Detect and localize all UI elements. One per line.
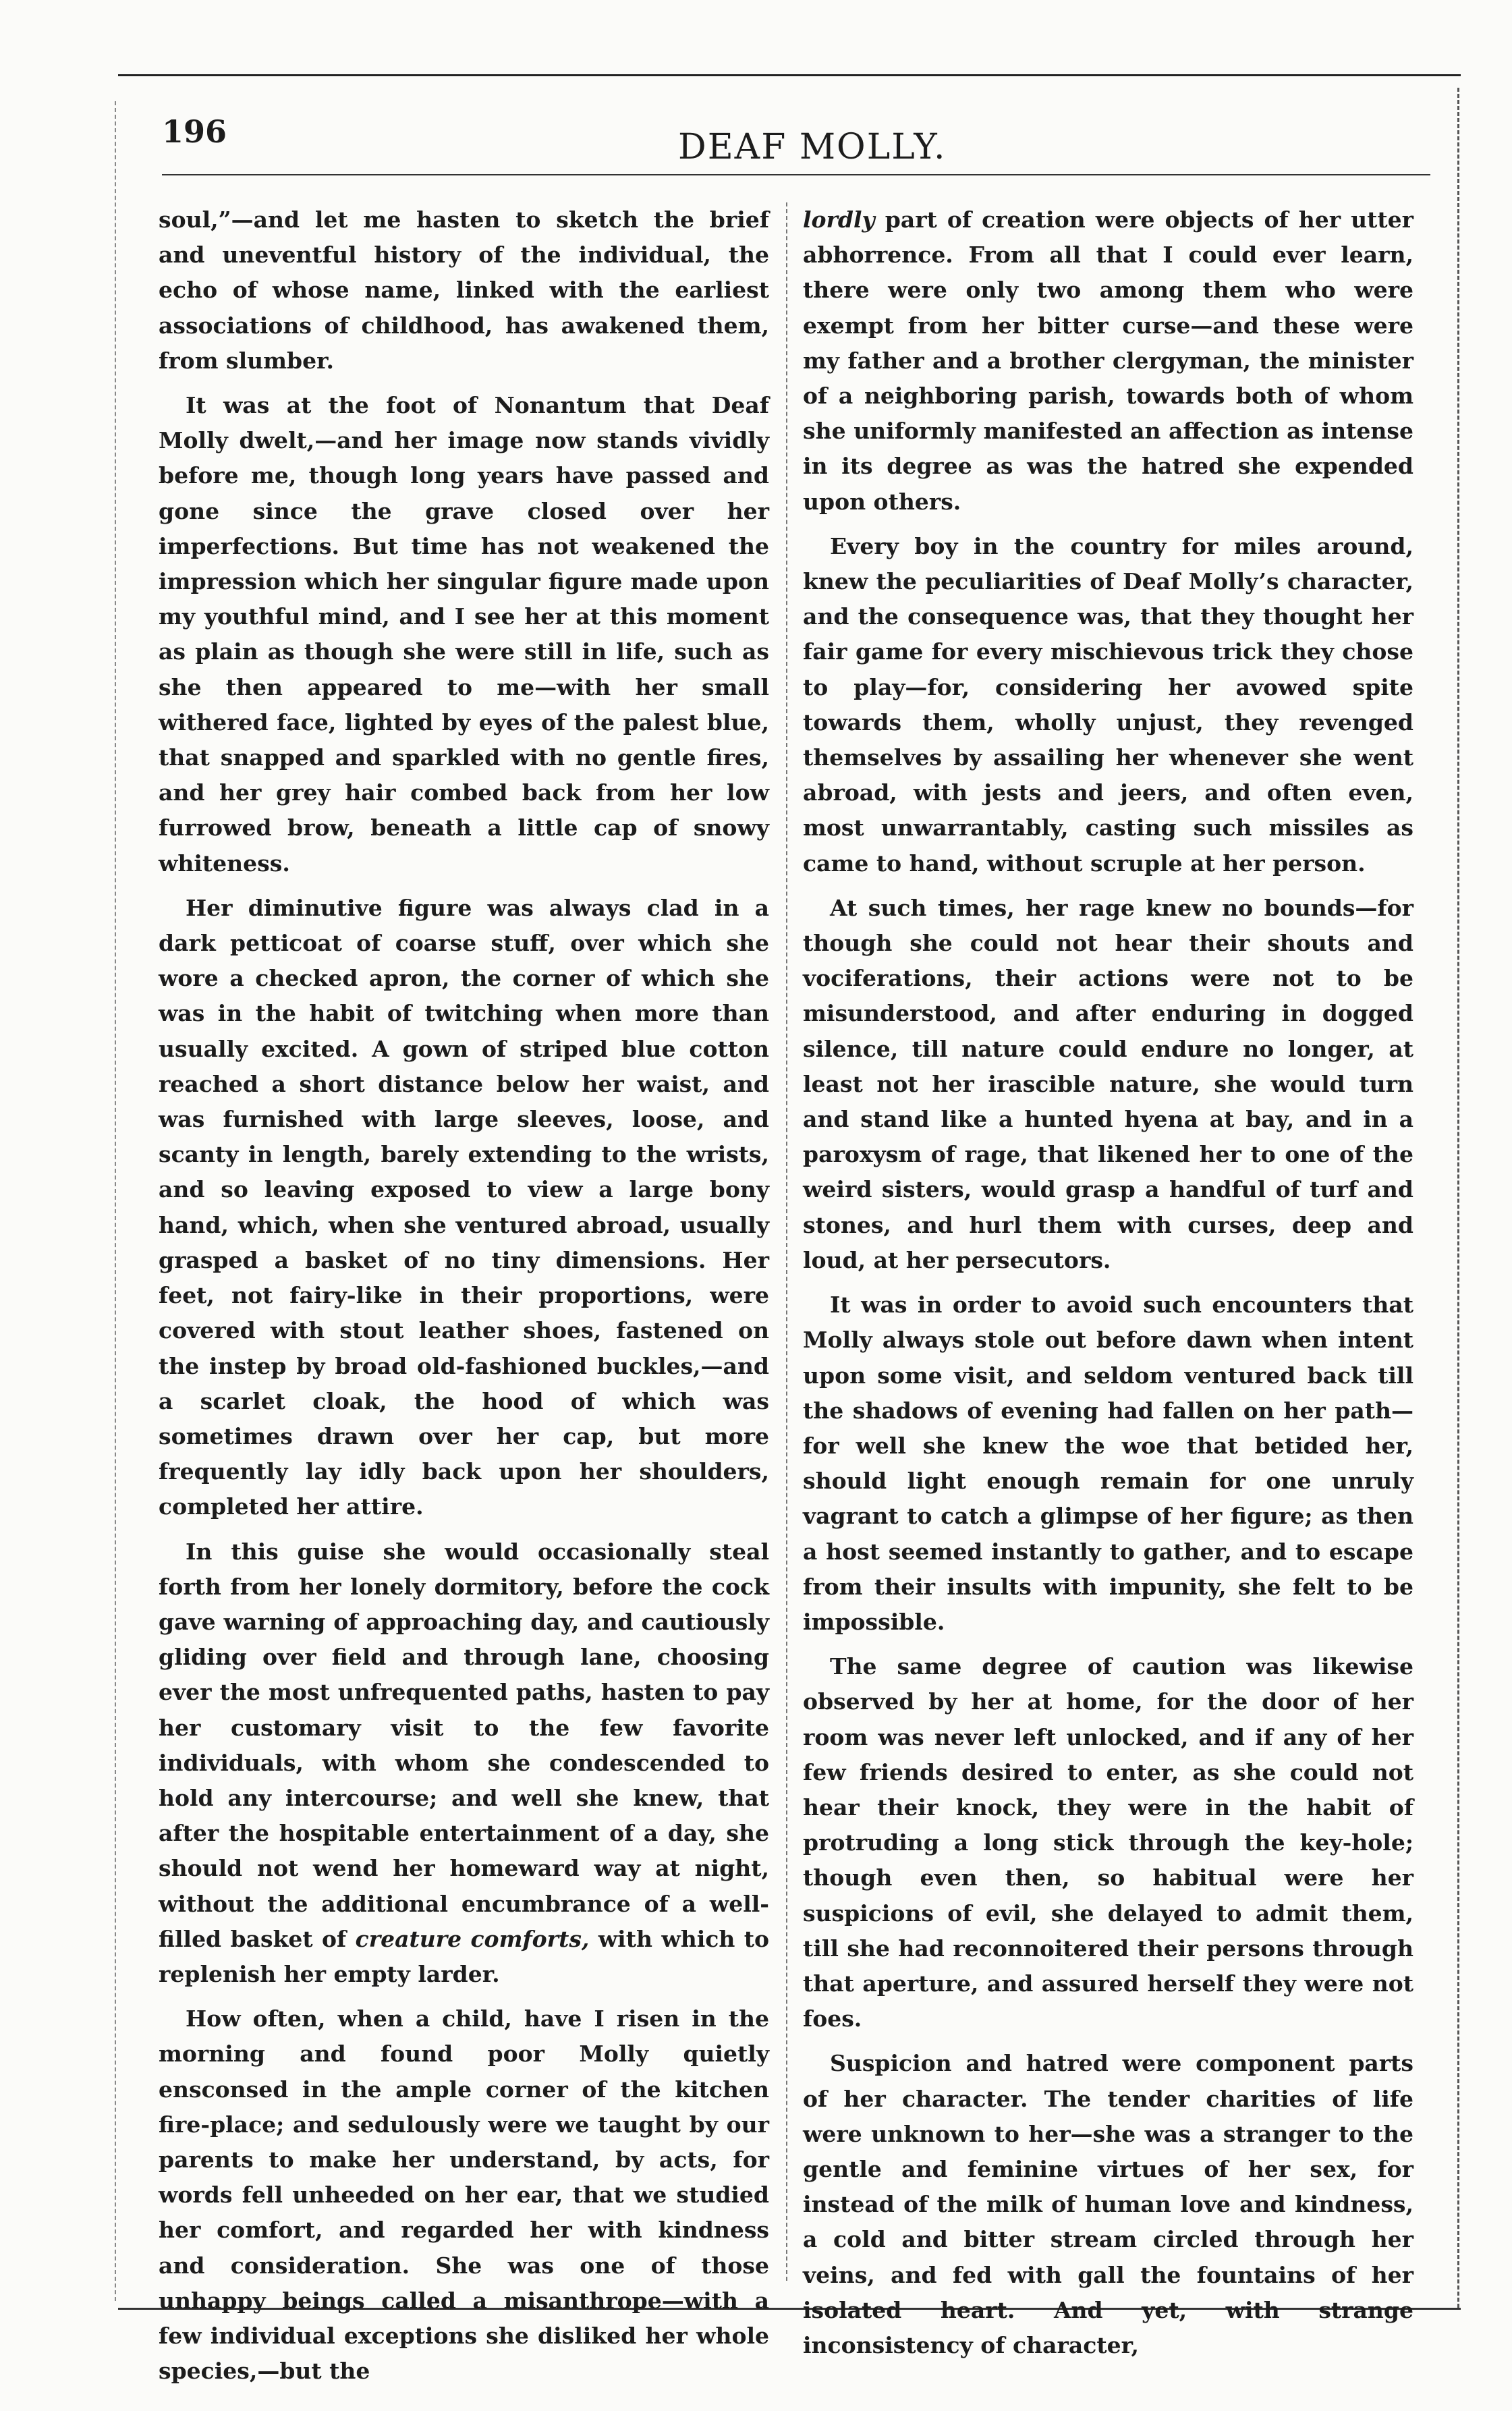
page-border-right xyxy=(1457,88,1459,2308)
column-divider xyxy=(786,202,787,2281)
paragraph xyxy=(159,1534,769,1993)
page-border-top xyxy=(118,74,1461,76)
paragraph: Every boy in the country for miles around, knew the peculiarities of Deaf Molly’s character, and the consequence was, that they thought her fair game for every mischievous trick they chose to play—for, considering her avowed spite towards them, wholly unjust, they revenged themselves by assailing her whenever she went abroad, with jests and jeers, and often even, most unwarrantably, casting such missiles as came to hand, without scruple at her person. xyxy=(803,532,1413,877)
running-title: DEAF MOLLY. xyxy=(678,127,947,167)
page-number: 196 xyxy=(162,113,227,150)
paragraph: Suspicion and hatred were component parts of her character. The tender charities of life were unknown to her—she was a stranger to the gentle and feminine virtues of her sex, for instead of the milk of human love and kindness, a cold and bitter stream circled through her veins, and fed with gall the fountains of her isolated heart. And yet, with strange inconsistency of character, xyxy=(803,2050,1413,2358)
paragraph: At such times, her rage knew no bounds—for though she could not hear their shouts and vociferations, their actions were not to be misunderstood, and after enduring in dogged silence, till nature could endure no longer, at least not her irascible nature, she would turn and stand like a hunted hyena at bay, and in a paroxysm of rage, that likened her to one of the weird sisters, would grasp a handful of turf and stones, and hurl them with curses, deep and loud, at her persecutors. xyxy=(803,894,1413,1273)
left-column xyxy=(159,202,769,2398)
header-rule xyxy=(162,174,1430,175)
paragraph: How often, when a child, have I risen in the morning and found poor Molly quietly ensconsed in the ample corner of the kitchen fire-place; and sedulously were we taught by our parents to make her understand, by acts, for words fell unheeded on her ear, that we studied her comfort, and regarded her with kindness and consideration. She was one of those unhappy beings called a misanthrope—with a few individual exceptions she disliked her whole species,—but the xyxy=(159,2005,769,2385)
paragraph: It was in order to avoid such encounters that Molly always stole out before dawn when intent upon some visit, and seldom ventured back till the shadows of evening had fallen on her path—for well she knew the woe that betided her, should light enough remain for one unruly vagrant to catch a glimpse of her figure; as then a host seemed instantly to gather, and to escape from their insults with impunity, she felt to be impossible. xyxy=(803,1292,1413,1635)
paragraph: It was at the foot of Nonantum that Deaf Molly dwelt,—and her image now stands vividly before me, though long years have passed and gone since the grave closed over her imperfections. But time has not weakened the impression which her singular figure made upon my youthful mind, and I see her at this moment as plain as though she were still in life, such as she then appeared to me—with her small withered face, lighted by eyes of the palest blue, that snapped and sparkled with no gentle fires, and her grey hair combed back from her low furrowed brow, beneath a little cap of snowy whiteness. xyxy=(159,392,769,877)
paragraph-text: with which to replenish her empty larder. xyxy=(159,1925,769,1987)
italic-phrase: creature comforts, xyxy=(355,1925,590,1952)
page-border-left xyxy=(115,101,116,2301)
paragraph xyxy=(803,202,1413,520)
paragraph-text: In this guise she would occasionally steal forth from her lonely dormitory, before the cock gave warning of approaching day, and cautiously gliding over field and through lane, choosing ever the most unfrequented paths, hasten to pay her customary visit to the few favorite individuals, with whom she condescended to hold any intercourse; and well she knew, that after the hospitable entertainment of a day, she should not wend her homeward way at night, without the additional encumbrance of a well-filled basket of xyxy=(159,1538,769,1952)
paragraph: Her diminutive figure was always clad in a dark petticoat of coarse stuff, over which she wore a checked apron, the corner of which she was in the habit of twitching when more than usually excited. A gown of striped blue cotton reached a short distance below her waist, and was furnished with large sleeves, loose, and scanty in length, barely extending to the wrists, and so leaving exposed to view a large bony hand, which, when she ventured abroad, usually grasped a basket of no tiny dimensions. Her feet, not fairy-like in their proportions, were covered with stout leather shoes, fastened on the instep by broad old-fashioned buckles,—and a scarlet cloak, the hood of which was sometimes drawn over her cap, but more frequently lay idly back upon her shoulders, completed her attire. xyxy=(159,894,769,1520)
right-column xyxy=(803,202,1413,2373)
paragraph: The same degree of caution was likewise observed by her at home, for the door of her room was never left unlocked, and if any of her few friends desired to enter, as she could not hear their knock, they were in the habit of protruding a long stick through the key-hole; though even then, so habitual were her suspicions of evil, she delayed to admit them, till she had reconnoitered their persons through that aperture, and assured herself they were not foes. xyxy=(803,1653,1413,2032)
paragraph-text: part of creation were objects of her utter abhorrence. From all that I could ever learn, there were only two among them who were exempt from her bitter curse—and these were my father and a brother clergyman, the minister of a neighboring parish, towards both of whom she uniformly manifested an affection as intense in its degree as was the hatred she expended upon others. xyxy=(803,206,1413,515)
italic-word: lordly xyxy=(803,206,875,233)
paragraph: soul,”—and let me hasten to sketch the brief and uneventful history of the individual, the echo of whose name, linked with the earliest associations of childhood, has awakened them, from slumber. xyxy=(159,206,769,374)
